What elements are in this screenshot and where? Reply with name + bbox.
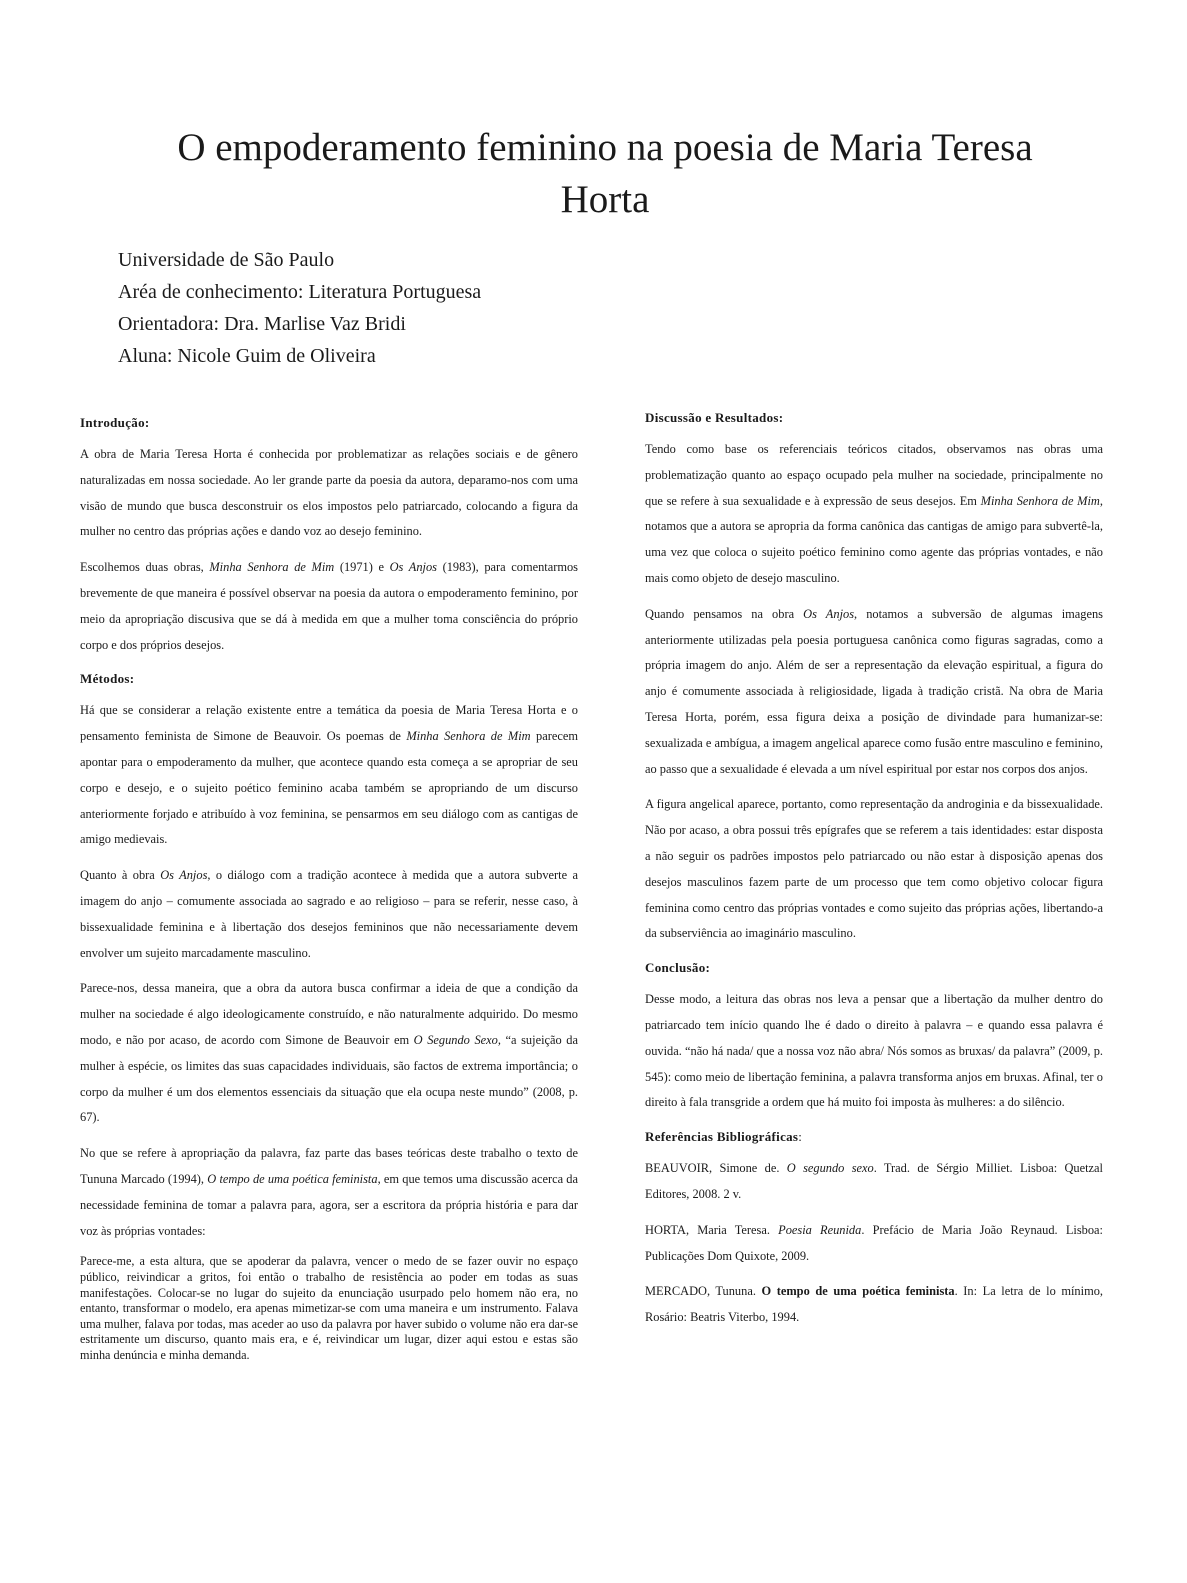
methods-paragraph (80, 976, 578, 1131)
text-run: Parece-nos, dessa maneira, que a obra da autora busca confirmar a ideia de que a condição da mulher na sociedade é algo ideologicamente construído, e não naturalmente adquirido. Do mesmo modo, e não por acaso, de acordo com Simone de Beauvoir em (80, 981, 578, 1047)
intro-paragraph: A obra de Maria Teresa Horta é conhecida por problematizar as relações sociais e de gênero naturalizadas em nossa sociedade. Ao ler grande parte da poesia da autora, deparamo-nos com uma visão de mundo que busca desconstruir os elos impostos pelo patriarcado, colocando a figura da mulher no centro das próprias ações e dando voz ao desejo feminino. (80, 447, 578, 539)
intro-heading: Introdução: (80, 415, 150, 430)
text-run: (1971) e (334, 560, 390, 575)
university: Universidade de São Paulo (118, 249, 335, 271)
text-run: : (798, 1129, 803, 1145)
text-run: “a sujeição da mulher à espécie, os limites das suas capacidades individuais, são factos de extrema importância; o corpo da mulher é um dos elementos essenciais da situação que ela ocupa neste mundo” (2008, p. 67). (80, 1032, 578, 1125)
work-title: Minha Senhora de Mim (209, 560, 335, 575)
work-title: Os Anjos (803, 606, 855, 621)
text-run: Referências Bibliográficas (645, 1129, 799, 1145)
discussion-paragraph (645, 437, 1103, 592)
paper-title: O empoderamento feminino na poesia de Maria Teresa Horta (177, 126, 1033, 221)
work-title: O tempo de uma poética feminista (761, 1284, 955, 1299)
knowledge-area: Aréa de conhecimento: Literatura Portuguesa (118, 281, 482, 303)
text-run: Há que se considerar a relação existente entre a temática da poesia de Maria Teresa Horta e o pensamento feminista de Simone de Beauvoir. Os poemas de (80, 703, 578, 744)
work-title: Os Anjos (160, 868, 208, 883)
reference-item (645, 1156, 1103, 1208)
work-title: O segundo sexo (786, 1161, 874, 1176)
discussion-paragraph: A figura angelical aparece, portanto, como representação da androginia e da bissexualidade. Não por acaso, a obra possui três epígrafes que se referem a tais identidades: estar disposta a não seguir os padrões impostos pelo patriarcado ou não estar à disposição apenas dos desejos masculinos fazem parte de um processo que tem como objetivo colocar figura feminina como centro das próprias vontades e como sujeito das próprias ações, libertando-a da subserviência ao imaginário masculino. (645, 797, 1103, 941)
text-run: . In: La letra de lo mínimo, Rosário: Beatris Viterbo, 1994. (645, 1284, 1104, 1325)
text-run: . Trad. de Sérgio Milliet. Lisboa: Quetzal Editores, 2008. 2 v. (645, 1161, 1103, 1201)
text-run: Quando pensamos na obra (645, 606, 804, 621)
author-info (118, 244, 481, 372)
text-run: , o diálogo com a tradição acontece à medida que a autora subverte a imagem do anjo – comumente associada ao sagrado e ao religioso – para se referir, nesse caso, à bissexualidade feminina e à libertação dos desejos femininos que não necessariamente devem envolver um sujeito marcadamente masculino. (80, 868, 578, 960)
right-column (645, 409, 1103, 1341)
conclusion-paragraph: Desse modo, a leitura das obras nos leva a pensar que a libertação da mulher dentro do patriarcado tem início quando lhe é dado o direito à palavra – e quando essa palavra é ouvida. “não há nada/ que a nossa voz não abra/ Nós somos as bruxas/ da palavra” (2009, p. 545): como meio de libertação feminina, a palavra transforma anjos em bruxas. Afinal, ter o direito à fala transgride a ordem que há muito foi imposta às mulheres: a do silêncio. (645, 992, 1103, 1110)
references-heading (645, 1128, 1103, 1146)
methods-paragraph (80, 698, 578, 853)
text-run: HORTA, Maria Teresa. (645, 1222, 779, 1237)
text-run: (1983), para comentarmos brevemente de que maneira é possível observar na poesia da autora o empoderamento feminino, por meio da apropriação discusiva que se dá à medida em que a mulher toma consciência do próprio corpo e dos próprios desejos. (80, 560, 579, 652)
left-column (80, 414, 578, 1373)
work-title: Poesia Reunida (778, 1222, 862, 1237)
student: Aluna: Nicole Guim de Oliveira (118, 345, 376, 367)
work-title: O Segundo Sexo, (413, 1032, 501, 1047)
intro-paragraph (80, 555, 578, 658)
text-run: , em que temos uma discussão acerca da necessidade feminina de tomar a palavra para, agora, ser a escritora da própria história e para dar voz às próprias vontades: (80, 1171, 579, 1238)
methods-paragraph (80, 863, 578, 966)
text-run: parecem apontar para o empoderamento da mulher, que acontece quando esta começa a se apropriar de seu corpo e desejo, e o sujeito poético feminino acaba também se apropriando de um discurso anteriormente forjado e atribuído à voz feminina, se pensarmos em seu diálogo com as cantigas de amigo medievais. (80, 729, 578, 847)
methods-heading: Métodos: (80, 671, 135, 687)
text-run: , notamos a subversão de algumas imagens anteriormente utilizadas pela poesia portuguesa canônica como figuras sagradas, como a própria imagem do anjo. Além de ser a representação da elevação espiritual, a figura do anjo é comumente associada à religiosidade, ligada à tradição cristã. Na obra de Maria Teresa Horta, porém, essa figura deixa a posição de divindade para humanizar-se: sexualizada e ambígua, a imagem angelical aparece como fusão entre masculino e feminino, ao passo que a sexualidade é elevada a um nível espiritual por estar nos corpos dos anjos. (645, 606, 1103, 776)
text-run: Quanto à obra (80, 868, 161, 883)
block-quote: Parece-me, a esta altura, que se apoderar da palavra, vencer o medo de se fazer ouvir no espaço público, reivindicar a gritos, foi então o trabalho de resistência ao poder em todas as suas manifestações. Colocar-se no lugar do sujeito da enunciação usurpado pelo homem não era, no entanto, transformar o modelo, era apenas mimetizar-se com uma maneira e um instrumento. Falava uma mulher, falava por todas, mas aceder ao uso da palavra por haver subido o volume não era dar-se estritamente um discurso, quanto mais era, e é, reivindicar um lugar, dizer aqui estou e estas são minha denúncia e minha demanda. (80, 1254, 578, 1362)
conclusion-heading: Conclusão: (645, 960, 711, 976)
text-run: BEAUVOIR, Simone de. (645, 1161, 787, 1176)
work-title: Os Anjos (389, 560, 437, 575)
discussion-heading: Discussão e Resultados: (645, 410, 784, 425)
reference-item (645, 1218, 1103, 1270)
text-run: Tendo como base os referenciais teóricos citados, observamos nas obras uma problematização quanto ao espaço ocupado pela mulher na sociedade, principalmente no que se refere à sua sexualidade e à expressão de seus desejos. Em (645, 442, 1103, 508)
work-title: O tempo de uma poética feminista (207, 1171, 378, 1186)
advisor: Orientadora: Dra. Marlise Vaz Bridi (118, 313, 406, 335)
text-run: , notamos que a autora se apropria da forma canônica das cantigas de amigo para subvertê-la, uma vez que coloca o sujeito poético feminino como agente das próprias vontades, e não mais como objeto de desejo masculino. (645, 493, 1103, 585)
discussion-paragraph (645, 602, 1103, 783)
work-title: Minha Senhora de Mim (406, 729, 531, 744)
work-title: Minha Senhora de Mim (980, 493, 1100, 508)
reference-item (645, 1279, 1103, 1331)
text-run: . Prefácio de Maria João Reynaud. Lisboa: Publicações Dom Quixote, 2009. (645, 1222, 1103, 1263)
text-run: No que se refere à apropriação da palavra, faz parte das bases teóricas deste trabalho o texto de Tununa Marcado (1994), (80, 1146, 578, 1186)
text-run: Escolhemos duas obras, (80, 560, 210, 575)
methods-paragraph (80, 1141, 578, 1244)
text-run: MERCADO, Tununa. (645, 1284, 762, 1299)
